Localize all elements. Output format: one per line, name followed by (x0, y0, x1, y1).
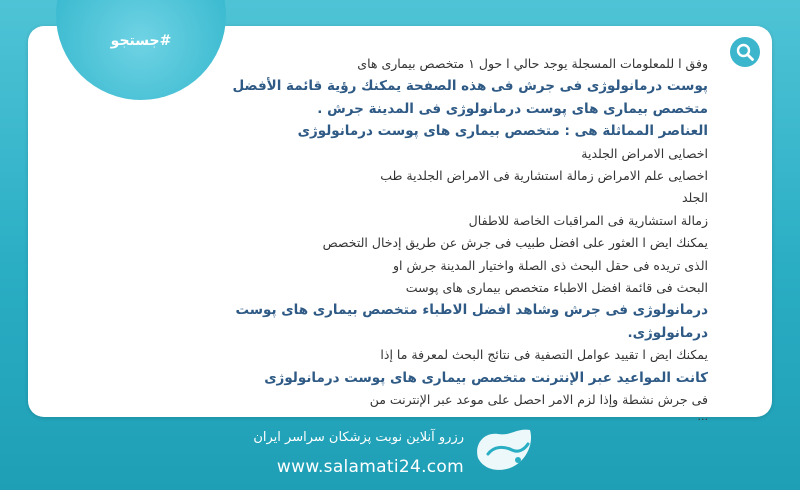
text-line: فی جرش نشطة وإذا لزم الامر احصل علی موعد عبر الإنترنت من (369, 392, 708, 408)
text-line: يمكنك ايض ا تقييد عوامل التصفية فی نتائج البحث لمعرفة ما إذا (380, 347, 708, 363)
text-line: العناصر المماثلة هی : متخصص بيماری های پوست درمانولوژی (297, 123, 708, 140)
text-line: الذی تريده فی حقل البحث ذی الصلة واختيار المدينة جرش او (393, 257, 708, 273)
text-line: يمكنك ايض ا العثور علی افضل طبيب فی جرش عن طريق إدخال التخصص (322, 235, 708, 251)
text-line: اخصايی علم الامراض زمالة استشارية فی الامراض الجلدية طب (380, 168, 708, 184)
text-line: درمانولوژی. (627, 324, 708, 341)
text-line: الجلد (681, 190, 708, 206)
text-line: البحث فی قائمة افضل الاطباء متخصص بيماری های پوست (405, 280, 708, 296)
text-line: زمالة استشارية فی المراقبات الخاصة للاطفال (468, 212, 708, 228)
search-icon (735, 42, 755, 62)
text-line: پوست درمانولوژی فی جرش فی هذه الصفحة يمكنك رؤية قائمة الأفضل (232, 78, 708, 95)
text-line: متخصص بيماری های پوست درمانولوژی فی المدينة جرش . (317, 100, 708, 117)
ellipsis-text: ... (697, 409, 708, 423)
text-line: كانت المواعيد عبر الإنترنت متخصص بيماری های پوست درمانولوژی (264, 369, 708, 386)
footer-tagline: رزرو آنلاین نوبت پزشکان سراسر ایران (253, 430, 464, 445)
salamati-logo-icon[interactable] (472, 424, 538, 480)
text-line: اخصايی الامراض الجلدية (581, 145, 708, 161)
text-line: وفق ا للمعلومات المسجلة يوجد حالي ا حول ١ متخصص بيماری های (357, 56, 708, 71)
footer-url-link[interactable]: www.salamati24.com (276, 457, 464, 477)
article-body (42, 53, 708, 422)
content-card (28, 26, 772, 423)
search-button[interactable] (730, 37, 760, 67)
text-line: درمانولوژی فی جرش وشاهد افضل الاطباء متخصص بيماری های پوست (235, 302, 708, 319)
hashtag-search-label[interactable]: #جستجو (110, 33, 172, 49)
